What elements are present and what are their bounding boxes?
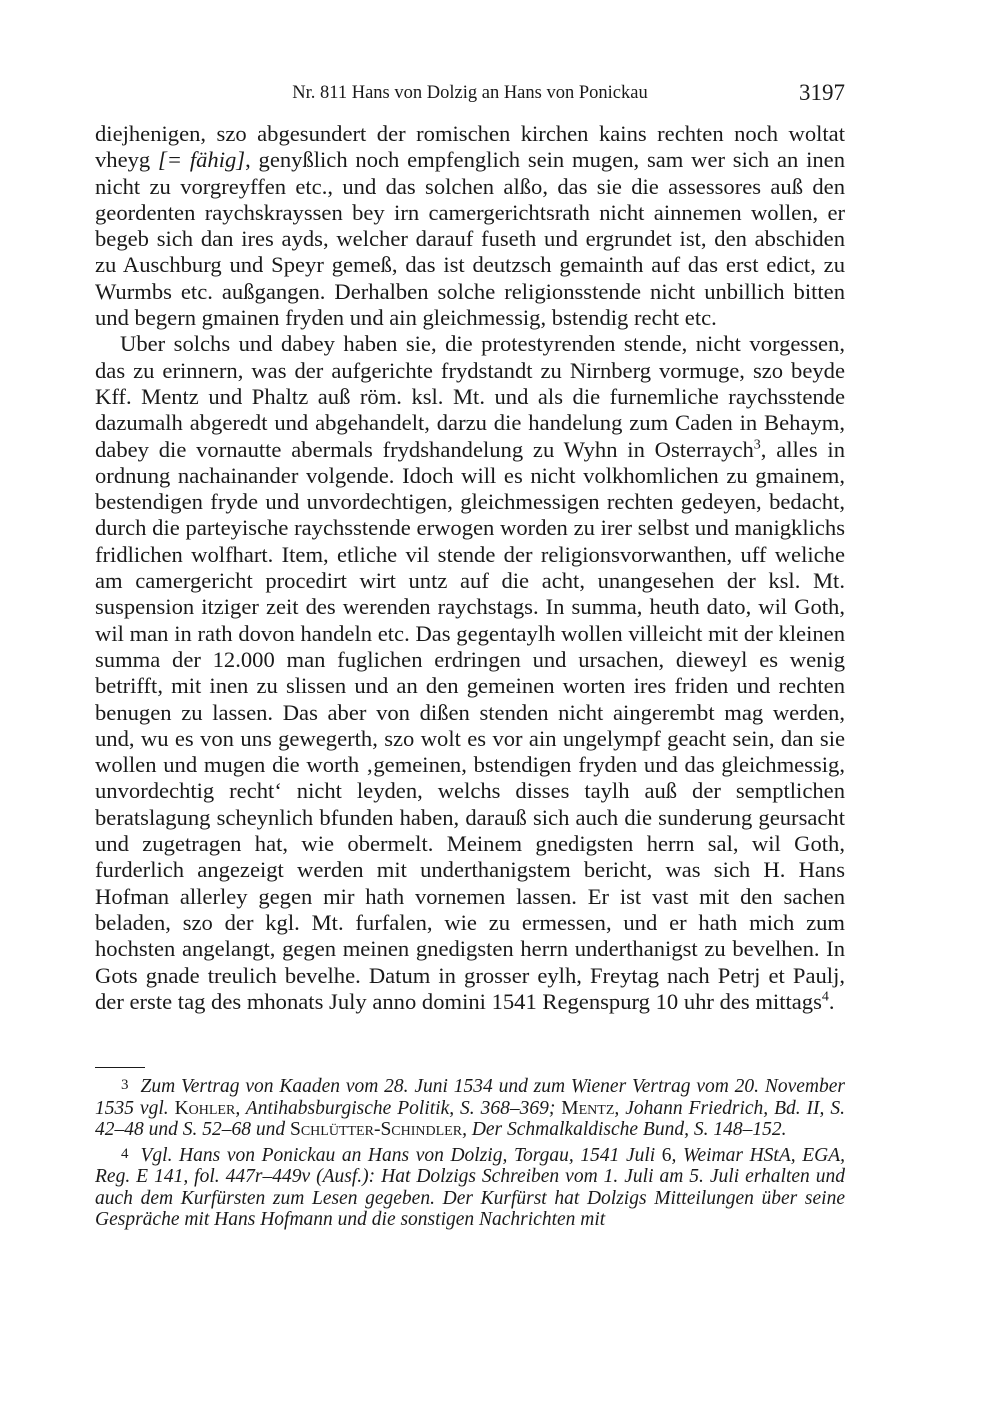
footnote-4: [95, 1144, 845, 1231]
paragraph-2-text-a: Uber solchs und dabey haben sie, die protestyrenden stende, nicht vorgessen, das zu erinnern, was der aufgerichte frydstandt zu Nirnberg vormuge, szo beyde Kff. Mentz und Phaltz auß röm. ksl. Mt. und als die furnemliche raychsstende dazumalh abgeredt und abgehandelt, darzu die handelung zum Caden in Behaym, dabey die vornautte abermals frydshandelung zu Wyhn in Osterraych: [95, 331, 845, 462]
paragraph-2: [95, 331, 845, 1015]
footnote-4-day: 6: [661, 1144, 672, 1166]
footnote-ref-4[interactable]: 4: [821, 989, 829, 1005]
editorial-note: [= fähig]: [158, 147, 246, 173]
footnote-4-text-b: , Weimar HStA, EGA, Reg. E 141, fol. 447r–449v (Ausf.): Hat Dolzigs Schreiben vom 1. Juli am 5. Juli erhalten und auch dem Kurfürsten zum Lesen gegeben. Der Kurfürst hat Dolzigs Mitteilungen über seine Gespräche mit Hans Hofmann und die sonstigen Nachrichten mit: [95, 1144, 845, 1230]
footnote-4-text-a: Vgl. Hans von Ponickau an Hans von Dolzig, Torgau, 1541 Juli: [140, 1144, 662, 1166]
footnote-3-text-a: Zum Vertrag von Kaaden vom 28. Juni 1534 und zum Wiener Vertrag vom 20. November 1535 vgl.: [95, 1076, 845, 1119]
paragraph-2-text-c: .: [828, 988, 835, 1014]
paragraph-2-text-b: , alles in ordnung nachainander volgende. Idoch will es nicht volkhomlichen zu gmainem, bestendigen fryde und unvordechtigen, gleichmessigen rechten gedeyen, bedacht, durch die parteyische raychsstende erwogen worden zu irer selbst und manigklichs fridlichen wolfhart. Item, etliche vil stende der religionsvorwanthen, uff weliche am camergericht procedirt wirt untz auf die acht, unangesehen der ksl. Mt. suspension itziger zeit des werenden raychstags. In summa, heuth dato, wil Goth, wil man in rath dovon handeln etc. Das gegentaylh wollen villeicht mit der kleinen summa der 12.000 man fuglichen erdringen und ursachen, dieweyl es wenig betrifft, mit inen zu slissen und an den gemeinen worten ires friden und rechten benugen zu lassen. Das aber von dißen stenden nicht aingerembt mag werden, und, wu es von uns gewegerth, szo wolt es vor ain ungelympf geacht sein, dan sie wollen und mugen die worth ‚gemeinen, bstendigen fryden und das gleichmessig, unvordechtig recht‘ nicht leyden, welchs disses taylh auß der semptlichen beratslagung scheynlich bfunden haben, darauß sich auch die sunderung geursacht und zugetragen hat, wie obermelt. Meinem gnedigsten herrn sal, wil Goth, furderlich angezeigt werden mit underthanigstem bericht, was sich H. Hans Hofman allerley gegen mir hath vornemen lassen. Er ist vast mit den sachen beladen, szo der kgl. Mt. furfalen, wie zu ermessen, und er hath mich zum hochsten angelangt, gegen meinen gnedigsten herrn underthanigst zu bevelhen. In Gots gnade treulich bevelhe. Datum in grosser eylh, Freytag nach Petrj et Paulj, der erste tag des mhonats July anno domini 1541 Regenspurg 10 uhr des mittags: [95, 436, 845, 1014]
running-title: Nr. 811 Hans von Dolzig an Hans von Ponickau: [292, 83, 648, 103]
footnote-ref-3[interactable]: 3: [753, 437, 761, 453]
footnote-3-text-b: , Antihabsburgische Politik, S. 368–369;: [235, 1097, 562, 1119]
footnote-3-author-3: Schlütter-Schindler: [290, 1119, 463, 1140]
paragraph-1: [95, 121, 845, 331]
footnote-3-author-1: Kohler: [174, 1097, 236, 1119]
page-header: [95, 80, 845, 110]
page-number: 3197: [799, 80, 845, 105]
footnote-separator: [95, 1067, 145, 1068]
paragraph-1-text-a: diejhenigen, szo abgesundert der romischen kirchen kains rechten noch woltat vheyg: [95, 121, 845, 173]
main-text: [95, 121, 845, 1015]
footnote-4-number: 4: [121, 1145, 129, 1162]
paragraph-1-text-b: , genyßlich noch empfenglich sein mugen, sam wer sich an inen nicht zu vorgreyffen etc., und das solchen alßo, das sie die assessores auß den geordenten raychskrayssen bey irn camergerichtsrath nicht ainnemen wollen, er begeb sich dan ires ayds, welcher darauf fuseth und ergrundet ist, den abschiden zu Auschburg und Speyr gemeß, das ist deutzsch gemainth auf das erst edict, zu Wurmbs etc. außgangen. Derhalben solche religionsstende nicht unbillich bitten und begern gmainen fryden und ain gleichmessig, bstendig recht etc.: [95, 147, 845, 331]
footnotes: [95, 1075, 845, 1234]
footnote-3-text-c: , Johann Friedrich, Bd. II, S. 42–48 und S. 52–68 und: [95, 1097, 845, 1140]
footnote-3: [95, 1075, 845, 1141]
footnote-3-text-d: , Der Schmalkaldische Bund, S. 148–152.: [462, 1119, 787, 1140]
footnote-3-number: 3: [121, 1077, 129, 1093]
footnote-3-author-2: Mentz: [561, 1097, 615, 1119]
